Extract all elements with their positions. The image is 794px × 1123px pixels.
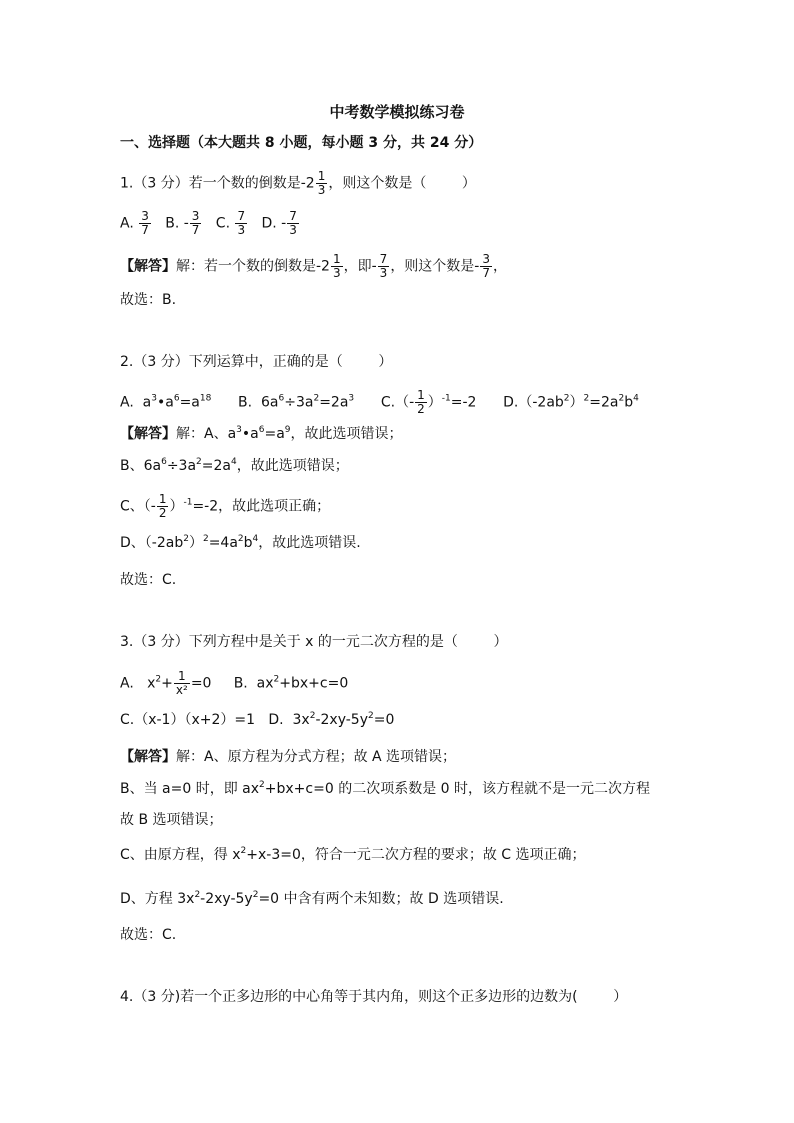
text-segment: ，则这个数是（ ） bbox=[328, 175, 476, 192]
text-segment: 故选：C. bbox=[120, 572, 177, 588]
text-segment: =2a bbox=[319, 394, 349, 411]
text-segment: 故 B 选项错误； bbox=[120, 812, 223, 828]
text-segment: b bbox=[243, 535, 253, 551]
text-segment: =a bbox=[264, 426, 285, 442]
text-segment: =-2，故此选项正确； bbox=[192, 498, 331, 515]
text-segment: A. x bbox=[120, 675, 156, 692]
text-segment: =2a bbox=[589, 394, 619, 411]
text-line bbox=[120, 456, 349, 476]
fraction-numerator: 7 bbox=[379, 252, 388, 266]
superscript: 2 bbox=[202, 534, 209, 544]
text-segment: 4.（3 分)若一个正多边形的中心角等于其内角，则这个正多边形的边数为( ） bbox=[120, 989, 628, 1005]
text-line bbox=[120, 290, 176, 310]
text-segment: C. bbox=[202, 215, 235, 232]
text-segment: ÷3a bbox=[166, 458, 197, 474]
text-line bbox=[120, 389, 639, 416]
text-segment: ，故此选项错误； bbox=[236, 458, 349, 474]
superscript: 2 bbox=[194, 890, 201, 900]
text-segment: + bbox=[161, 675, 173, 692]
superscript: 6 bbox=[161, 457, 167, 467]
superscript: 2 bbox=[367, 711, 374, 721]
text-segment: ，则这个数是- bbox=[390, 258, 480, 275]
fraction bbox=[235, 210, 247, 237]
text-line bbox=[120, 747, 456, 767]
text-line bbox=[120, 810, 223, 830]
text-segment: ÷3a bbox=[284, 394, 314, 411]
text-line bbox=[120, 253, 507, 280]
superscript: -1 bbox=[183, 497, 193, 508]
superscript: 2 bbox=[252, 890, 259, 900]
text-line bbox=[120, 570, 176, 590]
superscript: 4 bbox=[633, 393, 639, 404]
superscript: 2 bbox=[583, 393, 590, 404]
superscript: 2 bbox=[183, 534, 189, 544]
fraction-numerator: 1 bbox=[317, 169, 326, 183]
superscript: 2 bbox=[618, 393, 625, 404]
fraction bbox=[157, 493, 169, 520]
fraction-denominator: x² bbox=[175, 683, 188, 697]
text-segment: 1.（3 分）若一个数的倒数是-2 bbox=[120, 175, 315, 192]
superscript: 3 bbox=[348, 393, 355, 404]
text-segment: •a bbox=[241, 426, 259, 442]
fraction-denominator: 3 bbox=[379, 266, 388, 280]
superscript: 9 bbox=[284, 425, 291, 435]
text-segment: ） bbox=[569, 394, 584, 411]
answer-label: 【解答】 bbox=[120, 258, 176, 275]
superscript: 6 bbox=[278, 393, 285, 404]
fraction bbox=[415, 389, 427, 416]
text-line bbox=[120, 170, 476, 197]
superscript: 18 bbox=[199, 393, 212, 404]
text-segment: =-2 D.（-2ab bbox=[450, 394, 564, 411]
text-segment: 解：A、原方程为分式方程；故 A 选项错误； bbox=[176, 749, 457, 765]
text-segment: 故选：B. bbox=[120, 292, 177, 308]
text-segment: B、6a bbox=[120, 458, 162, 474]
fraction-numerator: 3 bbox=[191, 209, 200, 223]
superscript: 2 bbox=[313, 393, 320, 404]
text-segment: C、（- bbox=[120, 498, 156, 515]
text-segment: ， bbox=[493, 258, 508, 275]
fraction-numerator: 1 bbox=[332, 252, 341, 266]
text-segment: ） bbox=[427, 394, 442, 411]
text-line bbox=[120, 925, 176, 945]
text-segment: 2.（3 分）下列运算中，正确的是（ ） bbox=[120, 354, 393, 370]
text-segment: +x-3=0，符合一元二次方程的要求；故 C 选项正确； bbox=[246, 847, 586, 863]
superscript: 2 bbox=[259, 780, 265, 790]
text-segment: A. bbox=[120, 215, 139, 232]
text-segment: ） bbox=[188, 535, 203, 551]
superscript: 3 bbox=[151, 393, 157, 404]
fraction-numerator: 3 bbox=[141, 209, 149, 223]
fraction-denominator: 3 bbox=[317, 183, 326, 197]
fraction bbox=[378, 253, 390, 280]
superscript: -1 bbox=[441, 393, 451, 404]
fraction-denominator: 3 bbox=[332, 266, 341, 280]
superscript: 2 bbox=[155, 674, 162, 685]
fraction-denominator: 7 bbox=[141, 223, 149, 237]
answer-label: 【解答】 bbox=[120, 749, 176, 765]
text-segment: 3.（3 分）下列方程中是关于 x 的一元二次方程的是（ ） bbox=[120, 634, 508, 650]
text-segment: D、（-2ab bbox=[120, 535, 184, 551]
fraction-numerator: 7 bbox=[237, 209, 246, 223]
fraction bbox=[190, 210, 202, 237]
text-segment: +bx+c=0 的二次项系数是 0 时，该方程就不是一元二次方程 bbox=[264, 781, 651, 797]
text-segment: ，故此选项错误. bbox=[258, 535, 361, 551]
text-segment: C.（- bbox=[354, 394, 415, 411]
text-segment: 一、选择题（本大题共 8 小题，每小题 3 分，共 24 分） bbox=[120, 135, 483, 151]
fraction-denominator: 3 bbox=[289, 223, 297, 237]
text-line bbox=[120, 889, 504, 909]
text-segment: =2a bbox=[201, 458, 231, 474]
text-segment: B. 6a bbox=[211, 394, 279, 411]
text-line bbox=[120, 352, 392, 372]
superscript: 2 bbox=[196, 457, 202, 467]
text-line bbox=[120, 210, 300, 237]
text-segment: C、由原方程，得 x bbox=[120, 847, 241, 863]
text-segment: 解：若一个数的倒数是-2 bbox=[176, 258, 330, 275]
page-title: 中考数学模拟练习卷 bbox=[329, 103, 465, 121]
fraction-denominator: 7 bbox=[482, 266, 491, 280]
fraction-numerator: 1 bbox=[417, 388, 425, 402]
fraction-denominator: 3 bbox=[237, 223, 246, 237]
text-line bbox=[120, 493, 330, 520]
answer-label: 【解答】 bbox=[120, 426, 176, 442]
text-segment: 解：A、a bbox=[176, 426, 237, 442]
fraction bbox=[331, 253, 343, 280]
text-segment: D、方程 3x bbox=[120, 891, 195, 907]
text-segment: =0 中含有两个未知数；故 D 选项错误. bbox=[258, 891, 504, 907]
fraction bbox=[139, 210, 151, 237]
text-line bbox=[120, 133, 482, 153]
text-segment: B、当 a=0 时，即 ax bbox=[120, 781, 260, 797]
fraction-numerator: 1 bbox=[174, 670, 190, 684]
text-line bbox=[120, 710, 394, 730]
text-segment: +bx+c=0 bbox=[279, 675, 349, 692]
superscript: 2 bbox=[237, 534, 244, 544]
fraction bbox=[174, 670, 190, 697]
superscript: 6 bbox=[258, 425, 265, 435]
text-segment: =0 B. ax bbox=[190, 675, 274, 692]
text-segment: ，故此选项错误； bbox=[290, 426, 403, 442]
text-segment: 故选：C. bbox=[120, 927, 177, 943]
text-segment: A. a bbox=[120, 394, 152, 411]
text-line bbox=[120, 670, 348, 697]
text-segment: b bbox=[624, 394, 634, 411]
superscript: 2 bbox=[273, 674, 280, 685]
text-segment: ，即- bbox=[343, 258, 377, 275]
superscript: 6 bbox=[173, 393, 180, 404]
text-segment: =4a bbox=[208, 535, 238, 551]
superscript: 2 bbox=[309, 711, 316, 721]
fraction-numerator: 3 bbox=[482, 252, 491, 266]
superscript: 3 bbox=[236, 425, 242, 435]
text-segment: D. - bbox=[248, 215, 287, 232]
text-line bbox=[120, 424, 403, 444]
text-line bbox=[120, 632, 508, 652]
text-segment: -2xy-5y bbox=[200, 891, 253, 907]
text-segment: •a bbox=[157, 394, 174, 411]
text-line bbox=[120, 533, 361, 553]
fraction-denominator: 2 bbox=[417, 402, 425, 416]
superscript: 4 bbox=[252, 534, 259, 544]
text-line bbox=[120, 779, 650, 799]
fraction-numerator: 1 bbox=[158, 492, 167, 506]
fraction bbox=[287, 210, 299, 237]
text-segment: =0 bbox=[373, 712, 395, 728]
text-line bbox=[120, 987, 627, 1007]
text-segment: B. - bbox=[151, 215, 189, 232]
fraction bbox=[316, 170, 328, 197]
fraction-denominator: 7 bbox=[191, 223, 200, 237]
text-line bbox=[120, 845, 586, 865]
text-segment: =a bbox=[179, 394, 200, 411]
text-segment: ） bbox=[169, 498, 184, 515]
fraction-denominator: 2 bbox=[158, 506, 167, 520]
superscript: 4 bbox=[231, 457, 237, 467]
superscript: 2 bbox=[240, 846, 247, 856]
text-segment: C.（x-1）（x+2）=1 D. 3x bbox=[120, 712, 310, 728]
text-segment: -2xy-5y bbox=[315, 712, 368, 728]
superscript: 2 bbox=[563, 393, 570, 404]
fraction bbox=[480, 253, 492, 280]
fraction-numerator: 7 bbox=[289, 209, 297, 223]
